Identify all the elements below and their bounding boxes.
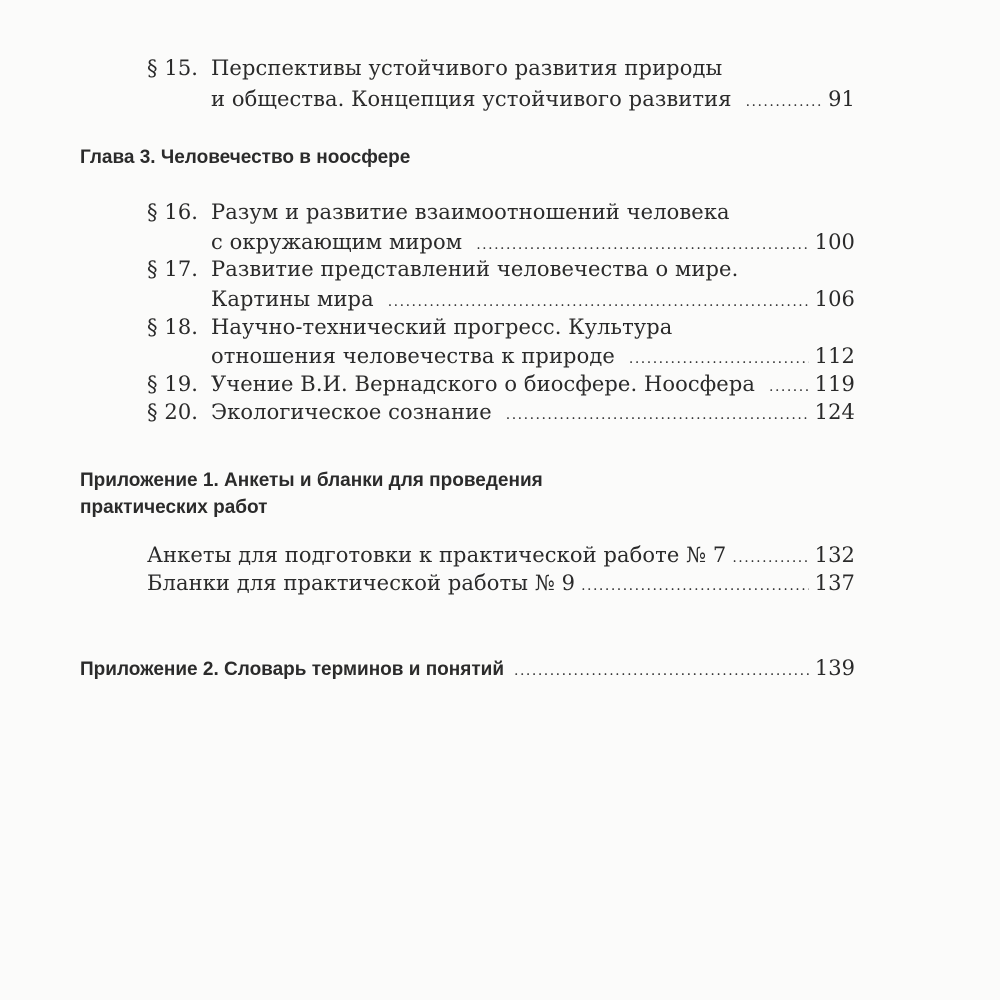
- section-16-number: § 16.: [147, 200, 199, 224]
- section-20-number: § 20.: [147, 400, 199, 424]
- appendix-1-heading-line1[interactable]: Приложение 1. Анкеты и бланки для проведения: [80, 470, 543, 491]
- section-18-page: 112: [814, 344, 855, 368]
- appendix-1-item-2-title: Бланки для практической работы № 9: [147, 571, 576, 595]
- dot-leader: [581, 571, 809, 601]
- section-18-title-line2: отношения человечества к природе: [211, 344, 615, 368]
- appendix-1-item-forms[interactable]: [147, 568, 855, 598]
- appendix-2-heading: Приложение 2. Словарь терминов и понятий: [80, 659, 505, 680]
- section-20-entry[interactable]: [211, 397, 855, 427]
- appendix-1-item-1-page: 132: [814, 543, 855, 567]
- dot-leader: [746, 87, 823, 117]
- section-16-page: 100: [814, 230, 855, 254]
- dot-leader: [506, 400, 809, 430]
- appendix-2-entry[interactable]: [80, 653, 855, 683]
- section-17-number: § 17.: [147, 257, 199, 281]
- section-19-title: Учение В.И. Вернадского о биосфере. Ноосфера: [211, 372, 755, 396]
- section-15-entry[interactable]: [211, 84, 855, 114]
- section-15-page: 91: [828, 87, 855, 111]
- section-19-number: § 19.: [147, 372, 199, 396]
- appendix-1-item-1-title: Анкеты для подготовки к практической работе № 7: [147, 543, 727, 567]
- section-16-entry[interactable]: [211, 227, 855, 257]
- section-18-entry[interactable]: [211, 341, 855, 371]
- section-19-page: 119: [814, 372, 855, 396]
- chapter-3-heading[interactable]: Глава 3. Человечество в ноосфере: [80, 147, 411, 168]
- section-18-number: § 18.: [147, 315, 199, 339]
- section-18-title-line1: Научно-технический прогресс. Культура: [211, 315, 673, 339]
- appendix-1-item-questionnaires[interactable]: [147, 540, 855, 570]
- section-17-page: 106: [814, 287, 855, 311]
- section-17-title-line2: Картины мира: [211, 287, 374, 311]
- section-15-title-line2: и общества. Концепция устойчивого развития: [211, 87, 732, 111]
- section-20-page: 124: [814, 400, 855, 424]
- section-20-title: Экологическое сознание: [211, 400, 492, 424]
- dot-leader: [514, 656, 809, 686]
- section-16-title-line1: Разум и развитие взаимоотношений человека: [211, 200, 730, 224]
- section-17-entry[interactable]: [211, 284, 855, 314]
- section-15-title-line1: Перспективы устойчивого развития природы: [211, 56, 723, 80]
- section-19-entry[interactable]: [211, 369, 855, 399]
- section-16-title-line2: с окружающим миром: [211, 230, 463, 254]
- appendix-1-heading-line2[interactable]: практических работ: [80, 497, 268, 518]
- section-15-number: § 15.: [147, 56, 199, 80]
- appendix-1-item-2-page: 137: [814, 571, 855, 595]
- appendix-2-page: 139: [814, 656, 855, 680]
- section-17-title-line1: Развитие представлений человечества о мире.: [211, 257, 739, 281]
